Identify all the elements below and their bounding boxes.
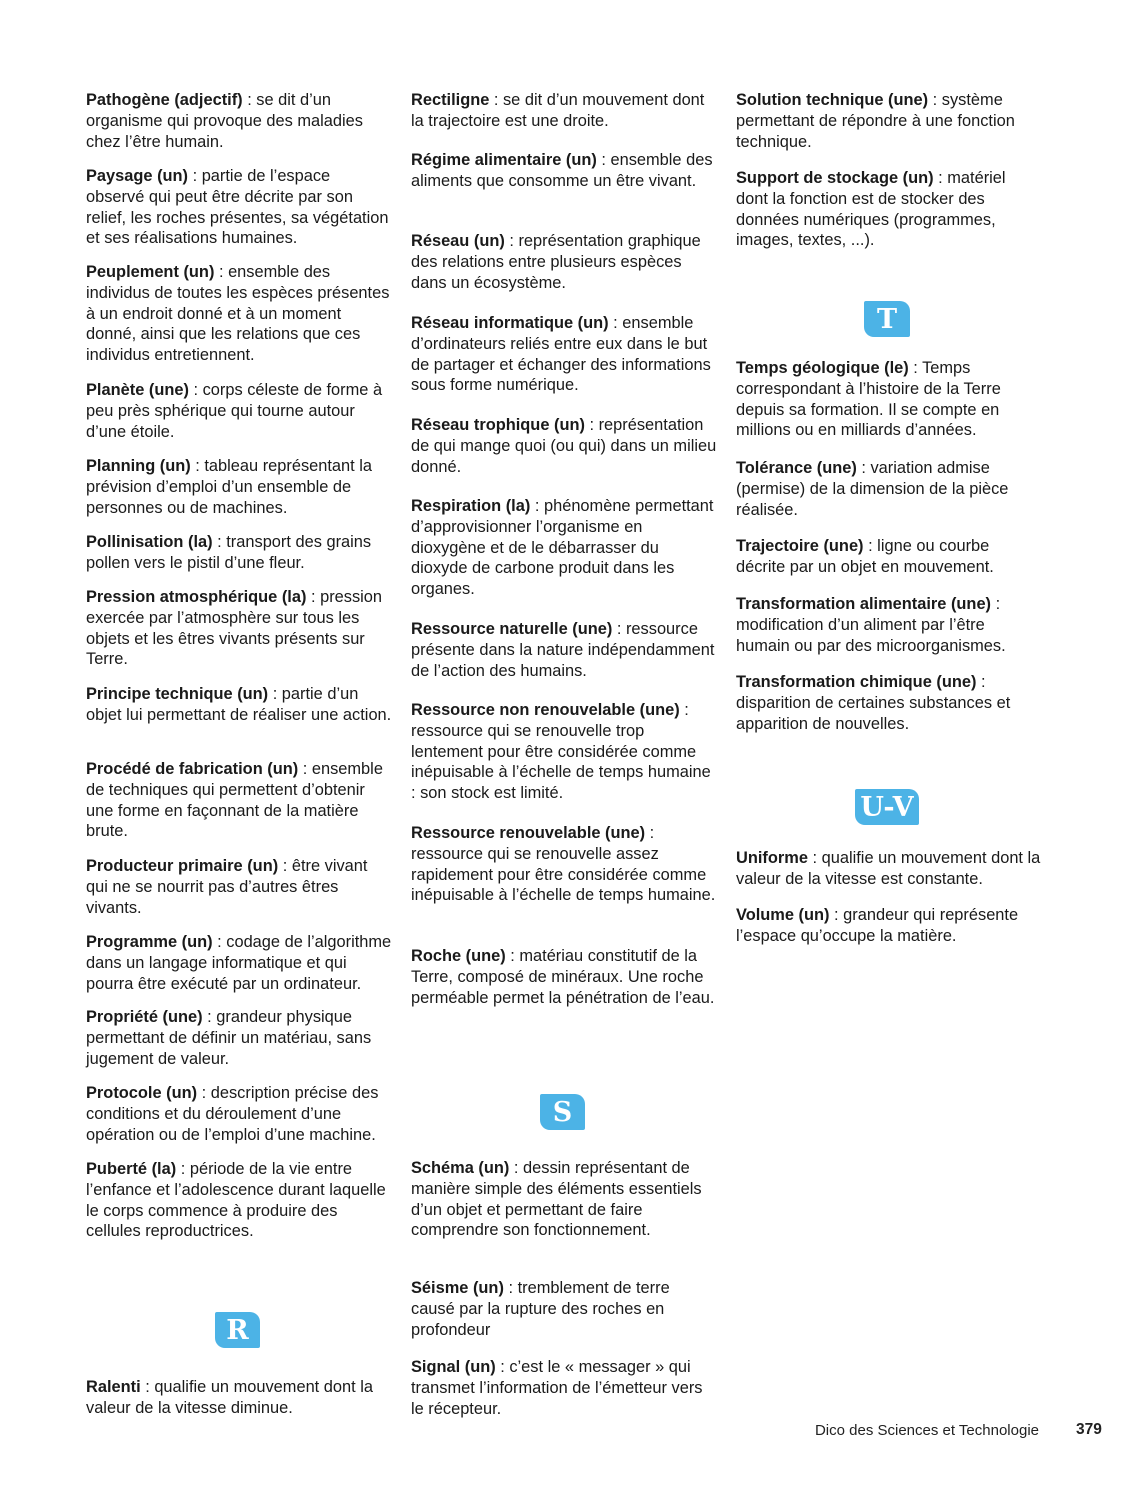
entry-definition: : système permettant de répondre à une fonction technique.: [736, 91, 1015, 151]
entry-definition: : représentation de qui mange quoi (ou qui) dans un milieu donné.: [411, 416, 717, 476]
glossary-entry: [736, 594, 1042, 656]
entry-term: Ressource naturelle (une): [411, 620, 613, 638]
glossary-entry: [86, 932, 392, 994]
glossary-entry: [411, 231, 717, 293]
entry-term: Réseau (un): [411, 232, 505, 250]
entry-term: Réseau informatique (un): [411, 314, 609, 332]
entry-term: Paysage (un): [86, 167, 189, 185]
glossary-entry: [86, 856, 392, 918]
glossary-entry: [411, 823, 717, 906]
entry-term: Pression atmosphérique (la): [86, 588, 307, 606]
entry-definition: : tableau représentant la prévision d’emploi d’un ensemble de personnes ou de machines.: [86, 457, 373, 517]
glossary-entry: [736, 848, 1042, 890]
glossary-entry: [736, 358, 1042, 441]
entry-term: Procédé de fabrication (un): [86, 760, 299, 778]
entry-term: Puberté (la): [86, 1160, 177, 1178]
entry-term: Pollinisation (la): [86, 533, 213, 551]
glossary-entry: [411, 946, 717, 1008]
entry-definition: : variation admise (permise) de la dimension de la pièce réalisée.: [736, 459, 1009, 519]
entry-definition: : grandeur qui représente l’espace qu’occupe la matière.: [736, 906, 1019, 945]
glossary-entry: [736, 905, 1042, 947]
entry-term: Programme (un): [86, 933, 213, 951]
glossary-entry: [411, 150, 717, 192]
entry-term: Schéma (un): [411, 1159, 510, 1177]
entry-definition: : ensemble de techniques qui permettent d’obtenir une forme en façonnant de la matière brute.: [86, 760, 383, 841]
entry-term: Volume (un): [736, 906, 830, 924]
entry-term: Transformation chimique (une): [736, 673, 977, 691]
glossary-entry: [86, 380, 392, 442]
glossary-entry: [86, 759, 392, 842]
entry-definition: : ressource présente dans la nature indépendamment de l’action des humains.: [411, 620, 715, 680]
glossary-entry: [86, 1377, 392, 1419]
entry-term: Respiration (la): [411, 497, 531, 515]
entry-term: Protocole (un): [86, 1084, 198, 1102]
glossary-entry: [411, 700, 717, 804]
glossary-entry: [736, 536, 1042, 578]
entry-term: Ressource non renouvelable (une): [411, 701, 680, 719]
glossary-entry: [411, 496, 717, 600]
entry-definition: : ensemble des individus de toutes les espèces présentes à un endroit donné et à un moment donné, ainsi que les relations que ces individus entretiennent.: [86, 263, 390, 365]
entry-definition: : corps céleste de forme à peu près sphérique qui tourne autour d’une étoile.: [86, 381, 383, 441]
entry-definition: : être vivant qui ne se nourrit pas d’autres êtres vivants.: [86, 857, 368, 917]
glossary-entry: [736, 90, 1042, 152]
entry-definition: : phénomène permettant d’approvisionner l’organisme en dioxygène et de le débarrasser du dioxyde de carbone produit dans les organes.: [411, 497, 714, 599]
glossary-entry: [411, 313, 717, 396]
entry-definition: : ressource qui se renouvelle assez rapidement pour être considérée comme inépuisable à l’échelle de temps humaine.: [411, 824, 716, 905]
entry-term: Principe technique (un): [86, 685, 269, 703]
glossary-entry: [86, 1083, 392, 1145]
entry-definition: : Temps correspondant à l’histoire de la Terre depuis sa formation. Il se compte en millions ou en milliards d’années.: [736, 359, 1001, 440]
entry-definition: : codage de l’algorithme dans un langage informatique et qui pourra être exécuté par un ordinateur.: [86, 933, 392, 993]
footer-book-title: Dico des Sciences et Technologie: [814, 1422, 1039, 1439]
entry-term: Planning (un): [86, 457, 191, 475]
glossary-entry: [86, 532, 392, 574]
entry-definition: : matériau constitutif de la Terre, composé de minéraux. Une roche perméable permet la pénétration de l’eau.: [411, 947, 715, 1007]
entry-definition: : transport des grains pollen vers le pistil d’une fleur.: [86, 533, 372, 572]
entry-term: Propriété (une): [86, 1008, 203, 1026]
glossary-entry: [86, 1007, 392, 1069]
entry-definition: : se dit d’un mouvement dont la trajectoire est une droite.: [411, 91, 705, 130]
entry-definition: : ressource qui se renouvelle trop lentement pour être considérée comme inépuisable à l’échelle de temps humaine : son stock est limité.: [411, 701, 711, 803]
entry-term: Rectiligne: [411, 91, 490, 109]
entry-definition: : c’est le « messager » qui transmet l’information de l’émetteur vers le récepteur.: [411, 1358, 703, 1418]
entry-term: Ralenti: [86, 1378, 141, 1396]
glossary-entry: [86, 684, 392, 726]
glossary-entry: [411, 90, 717, 132]
entry-term: Tolérance (une): [736, 459, 857, 477]
entry-term: Transformation alimentaire (une): [736, 595, 992, 613]
entry-definition: : description précise des conditions et du déroulement d’une opération ou de l’emploi d’une machine.: [86, 1084, 379, 1144]
section-letter-s: S: [540, 1094, 585, 1130]
glossary-entry: [736, 672, 1042, 734]
entry-definition: : partie d’un objet lui permettant de réaliser une action.: [86, 685, 392, 724]
entry-definition: : qualifie un mouvement dont la valeur de la vitesse est constante.: [736, 849, 1041, 888]
entry-definition: : ligne ou courbe décrite par un objet en mouvement.: [736, 537, 994, 576]
glossary-entry: [411, 1278, 717, 1340]
glossary-entry: [86, 587, 392, 670]
entry-definition: : grandeur physique permettant de définir un matériau, sans jugement de valeur.: [86, 1008, 372, 1068]
entry-term: Signal (un): [411, 1358, 496, 1376]
entry-term: Uniforme: [736, 849, 808, 867]
entry-definition: : disparition de certaines substances et apparition de nouvelles.: [736, 673, 1011, 733]
entry-term: Pathogène (adjectif): [86, 91, 243, 109]
glossary-entry: [411, 1357, 717, 1419]
entry-definition: : modification d’un aliment par l’être humain ou par des microorganismes.: [736, 595, 1006, 655]
entry-term: Ressource renouvelable (une): [411, 824, 646, 842]
entry-definition: : partie de l’espace observé qui peut être décrite par son relief, les roches présentes, sa végétation et ses réalisations humaines.: [86, 167, 389, 248]
entry-definition: : dessin représentant de manière simple des éléments essentiels d’un objet et permettant de faire comprendre son fonctionnement.: [411, 1159, 702, 1240]
glossary-entry: [411, 619, 717, 681]
entry-term: Réseau trophique (un): [411, 416, 585, 434]
glossary-entry: [86, 262, 392, 366]
entry-definition: : tremblement de terre causé par la rupture des roches en profondeur: [411, 1279, 670, 1339]
entry-term: Temps géologique (le): [736, 359, 909, 377]
entry-definition: : ensemble d’ordinateurs reliés entre eux dans le but de partager et échanger des informations sous forme numérique.: [411, 314, 711, 395]
glossary-entry: [411, 1158, 717, 1241]
glossary-entry: [411, 415, 717, 477]
entry-definition: : période de la vie entre l’enfance et l’adolescence durant laquelle le corps commence à produire des cellules reproductrices.: [86, 1160, 386, 1241]
entry-term: Producteur primaire (un): [86, 857, 279, 875]
section-letter-uv: U-V: [855, 789, 919, 825]
entry-term: Solution technique (une): [736, 91, 929, 109]
section-letter-t: T: [864, 301, 910, 337]
entry-term: Support de stockage (un): [736, 169, 934, 187]
entry-term: Régime alimentaire (un): [411, 151, 597, 169]
page-number: 379: [1076, 1421, 1102, 1438]
entry-definition: : pression exercée par l’atmosphère sur tous les objets et les êtres vivants présents sur Terre.: [86, 588, 383, 669]
entry-term: Séisme (un): [411, 1279, 504, 1297]
glossary-entry: [86, 90, 392, 152]
entry-term: Peuplement (un): [86, 263, 215, 281]
entry-definition: : matériel dont la fonction est de stocker des données numériques (programmes, images, textes, ...).: [736, 169, 1006, 250]
entry-definition: : se dit d’un organisme qui provoque des maladies chez l’être humain.: [86, 91, 363, 151]
entry-term: Trajectoire (une): [736, 537, 864, 555]
entry-term: Planète (une): [86, 381, 189, 399]
glossary-entry: [736, 168, 1042, 251]
glossary-entry: [86, 166, 392, 249]
entry-definition: : ensemble des aliments que consomme un être vivant.: [411, 151, 713, 190]
entry-definition: : représentation graphique des relations entre plusieurs espèces dans un écosystème.: [411, 232, 701, 292]
entry-definition: : qualifie un mouvement dont la valeur de la vitesse diminue.: [86, 1378, 373, 1417]
entry-term: Roche (une): [411, 947, 506, 965]
glossary-entry: [736, 458, 1042, 520]
glossary-entry: [86, 456, 392, 518]
section-letter-r: R: [215, 1312, 260, 1348]
glossary-entry: [86, 1159, 392, 1242]
